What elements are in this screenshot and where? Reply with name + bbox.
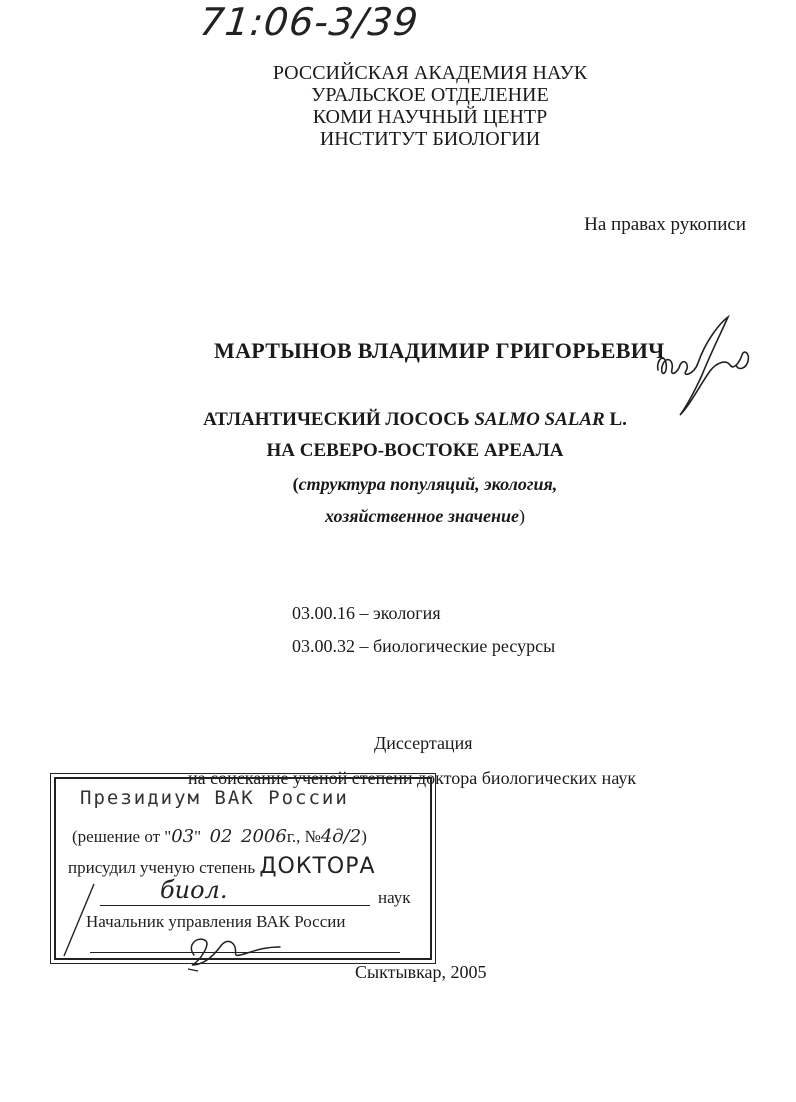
institution-line-1: РОССИЙСКАЯ АКАДЕМИЯ НАУК — [272, 62, 588, 84]
decision-number: 4д/2 — [320, 826, 362, 847]
stamp-signature — [180, 925, 290, 975]
field-handwritten: биол. — [160, 876, 228, 904]
decision-day: 03 — [171, 826, 195, 847]
institution-line-4: ИНСТИТУТ БИОЛОГИИ — [319, 128, 541, 150]
stamp-header: Президиум ВАК России — [80, 787, 349, 809]
subtitle-line-1: (структура популяций, экология, — [292, 474, 558, 494]
institution-line-2: УРАЛЬСКОЕ ОТДЕЛЕНИЕ — [311, 84, 549, 106]
field-suffix: наук — [378, 888, 411, 907]
decision-year: 2006 — [241, 826, 287, 847]
institution-line-3: КОМИ НАУЧНЫЙ ЦЕНТР — [312, 106, 548, 128]
dissertation-label: Диссертация — [374, 733, 473, 753]
decision-month: 02 — [209, 826, 233, 847]
specialty-ecology: 03.00.16 – экология — [292, 603, 441, 623]
stamp-diagonal-stroke — [58, 880, 98, 960]
author-signature — [650, 315, 760, 420]
stamp-head-title: Начальник управления ВАК России — [86, 912, 346, 931]
stamp-decision-line: (решение от "03" 02 2006г., №4д/2) — [72, 826, 367, 847]
subtitle-line-2: хозяйственное значение) — [324, 506, 526, 526]
title-line-2: НА СЕВЕРО-ВОСТОКЕ АРЕАЛА — [266, 440, 564, 461]
field-underline — [100, 905, 370, 906]
author-name: МАРТЫНОВ ВЛАДИМИР ГРИГОРЬЕВИЧ — [214, 338, 665, 363]
specialty-bio-resources: 03.00.32 – биологические ресурсы — [292, 636, 556, 656]
species-name: SALMO SALAR — [474, 409, 605, 430]
dissertation-degree: на соискание ученой степени доктора биологических наук — [188, 768, 637, 788]
awarded-degree: ДОКТОРА — [259, 854, 376, 879]
city-year: Сыктывкар, 2005 — [355, 962, 487, 982]
stamp-awarded-line: присудил ученую степень ДОКТОРА — [68, 854, 376, 879]
handwritten-archive-number: 71:06-3/39 — [197, 0, 421, 44]
title-line-1: АТЛАНТИЧЕСКИЙ ЛОСОСЬ SALMO SALAR L. — [203, 409, 627, 430]
rights-note: На правах рукописи — [584, 214, 746, 235]
